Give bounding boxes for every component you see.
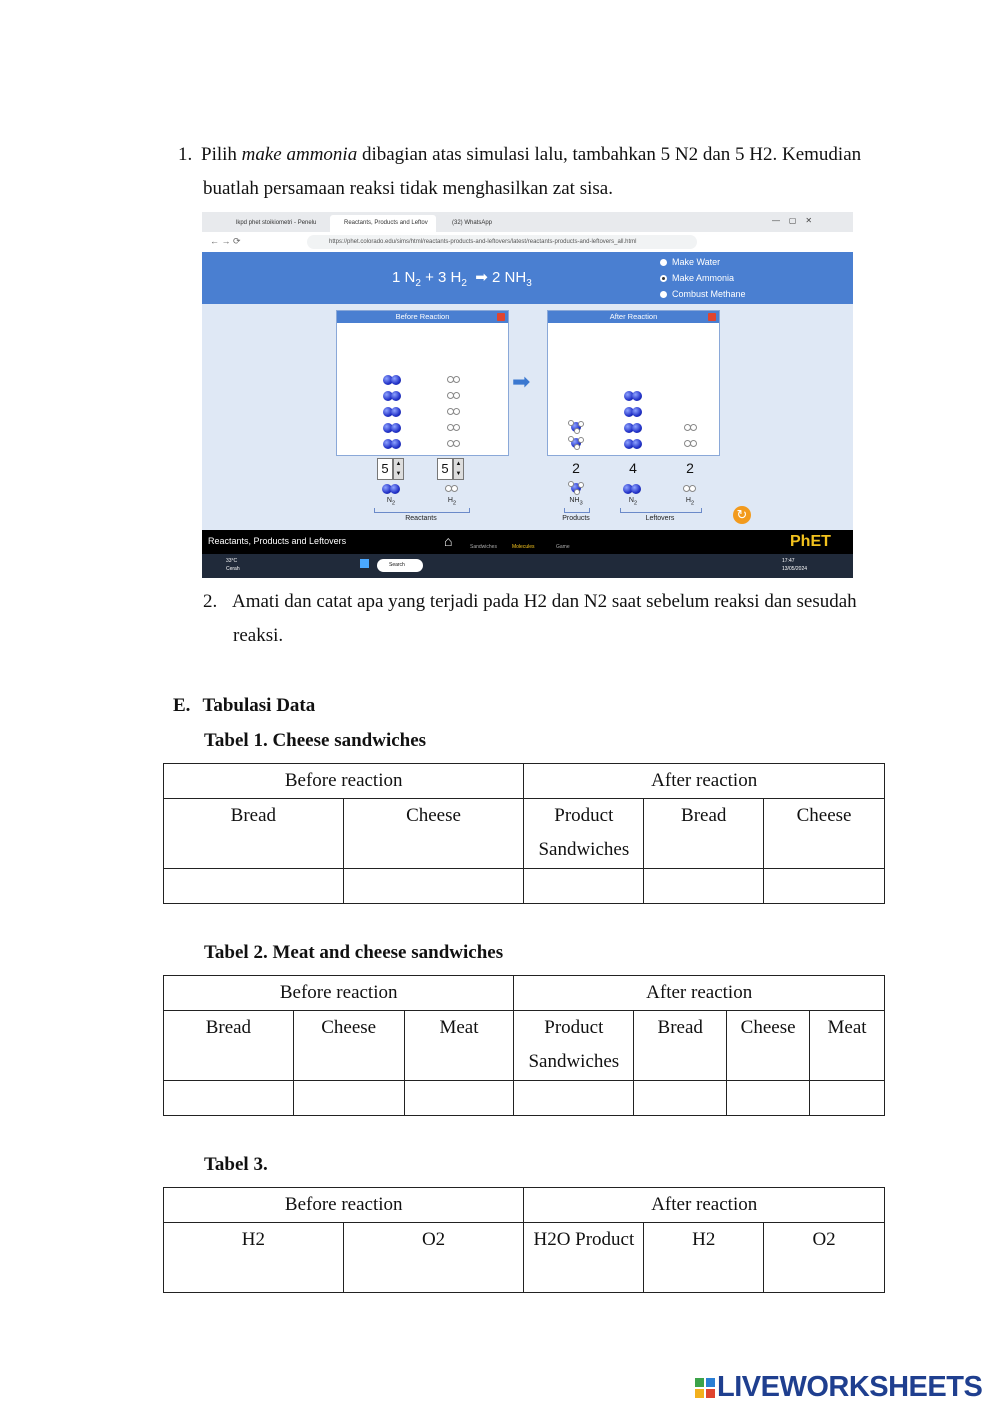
table2: [163, 975, 885, 1116]
table3-caption: Tabel 3.: [204, 1154, 268, 1175]
windows-start-icon[interactable]: [360, 559, 369, 568]
home-icon[interactable]: ⌂: [444, 533, 453, 549]
h2-molecule[interactable]: [447, 440, 461, 448]
simulation-screenshot: [202, 212, 853, 578]
header-after: After reaction: [524, 764, 885, 799]
minimize-icon[interactable]: [497, 313, 505, 321]
radio-make-water[interactable]: Make Water: [660, 257, 720, 267]
column-header: Bread: [164, 1011, 294, 1081]
n2-icon: [382, 484, 402, 494]
h2-label: $H_2$: [447, 497, 457, 507]
column-header: Meat: [404, 1011, 514, 1081]
nh3-molecule: [568, 436, 584, 450]
instruction-text: Pilih: [201, 144, 242, 165]
h2-molecule[interactable]: [447, 408, 461, 416]
reaction-arrow-icon: ➡: [512, 369, 531, 394]
instruction-1-line2: buatlah persamaan reaksi tidak menghasilkan zat sisa.: [203, 178, 613, 199]
phet-logo: PhET: [790, 533, 831, 550]
n2-leftover-count: 4: [629, 460, 637, 476]
after-reaction-box: [547, 310, 720, 456]
n2-label: $N_2$: [386, 497, 396, 507]
nh3-label: $NH_3$: [569, 497, 583, 507]
h2-label: $H_2$: [685, 497, 695, 507]
leftovers-brace: [620, 508, 702, 513]
browser-tab-active[interactable]: Reactants, Products and Leftov: [330, 215, 436, 232]
n2-molecule[interactable]: [383, 375, 403, 385]
taskbar-date: 13/05/2024: [782, 566, 808, 572]
section-heading: E. Tabulasi Data: [173, 695, 316, 716]
answer-cell[interactable]: [293, 1081, 404, 1116]
tab-molecules[interactable]: Molecules: [512, 544, 535, 550]
table2-caption: Tabel 2. Meat and cheese sandwiches: [204, 942, 504, 963]
answer-cell[interactable]: [343, 869, 524, 904]
sim-footer: [202, 530, 853, 554]
liveworksheets-mark-icon: [695, 1378, 715, 1398]
reaction-equation: 1 $N_2 + 3$ $H_2$ ➡ 2 $NH_3$: [392, 269, 532, 289]
h2-molecule[interactable]: [447, 376, 461, 384]
column-header: H2: [164, 1223, 344, 1293]
leftovers-label: Leftovers: [645, 515, 675, 522]
table1: [163, 763, 885, 904]
table3: [163, 1187, 885, 1293]
answer-cell[interactable]: [764, 869, 885, 904]
column-header: O2: [764, 1223, 885, 1293]
h2-spinner-arrows[interactable]: ▲ ▼: [453, 458, 464, 480]
answer-cell[interactable]: [727, 1081, 810, 1116]
n2-molecule: [624, 407, 644, 417]
list-number: 2.: [203, 591, 218, 612]
sim-header: [202, 252, 853, 304]
after-reaction-title: After Reaction: [548, 311, 719, 323]
header-before: Before reaction: [164, 976, 514, 1011]
n2-molecule: [624, 423, 644, 433]
column-header: H2: [644, 1223, 764, 1293]
h2-icon: [445, 485, 459, 493]
browser-tab-bar: [202, 212, 853, 232]
nav-arrows-icon[interactable]: ← → ⟳: [210, 236, 241, 246]
radio-make-ammonia[interactable]: Make Ammonia: [660, 273, 734, 283]
instruction-text: Amati dan catat apa yang terjadi pada H2 dan N2 saat sebelum reaksi dan sesudah: [232, 591, 857, 612]
taskbar-time: 17:47: [782, 558, 795, 564]
header-before: Before reaction: [164, 1188, 524, 1223]
answer-cell[interactable]: [164, 1081, 294, 1116]
reaction-arrow-icon: ➡: [471, 269, 488, 286]
n2-molecule[interactable]: [383, 439, 403, 449]
browser-tab[interactable]: lkpd phet stoikiometri - Penelu: [236, 220, 317, 226]
answer-cell[interactable]: [634, 1081, 727, 1116]
n2-molecule[interactable]: [383, 391, 403, 401]
column-header: Product Sandwiches: [514, 1011, 634, 1081]
n2-icon: [623, 484, 643, 494]
tab-sandwiches[interactable]: Sandwiches: [470, 544, 497, 550]
products-label: Products: [562, 515, 590, 522]
weather-temp: 33°C: [226, 558, 238, 564]
h2-molecule[interactable]: [447, 392, 461, 400]
h2-count-value[interactable]: 5: [437, 458, 453, 480]
tab-game[interactable]: Game: [556, 544, 570, 550]
answer-cell[interactable]: [524, 869, 644, 904]
before-reaction-box: [336, 310, 509, 456]
column-header: Cheese: [764, 799, 885, 869]
reactants-brace: [374, 508, 470, 513]
reactants-label: Reactants: [405, 515, 437, 522]
column-header: Product Sandwiches: [524, 799, 644, 869]
column-header: H2O Product: [524, 1223, 644, 1293]
n2-molecule[interactable]: [383, 423, 403, 433]
answer-cell[interactable]: [644, 869, 764, 904]
answer-cell[interactable]: [404, 1081, 514, 1116]
instruction-2: [203, 585, 857, 619]
instruction-text: dibagian atas simulasi lalu, tambahkan 5 N2 dan 5 H2. Kemudian: [357, 144, 862, 165]
sim-title: Reactants, Products and Leftovers: [208, 536, 347, 546]
n2-molecule: [624, 439, 644, 449]
n2-count-value[interactable]: 5: [377, 458, 393, 480]
answer-cell[interactable]: [810, 1081, 885, 1116]
n2-molecule[interactable]: [383, 407, 403, 417]
answer-cell[interactable]: [514, 1081, 634, 1116]
n2-label: $N_2$: [628, 497, 638, 507]
h2-molecule: [684, 440, 698, 448]
before-reaction-title: Before Reaction: [337, 311, 508, 323]
url-input[interactable]: https://phet.colorado.edu/sims/html/reactants-products-and-leftovers/latest/reactants-products-and-leftovers_all.html: [307, 235, 697, 249]
n2-spinner-arrows[interactable]: ▲ ▼: [393, 458, 404, 480]
minimize-icon[interactable]: [708, 313, 716, 321]
taskbar-search[interactable]: Search: [377, 559, 423, 572]
browser-tab[interactable]: (32) WhatsApp: [452, 220, 493, 226]
nh3-molecule: [568, 420, 584, 434]
header-after: After reaction: [514, 976, 885, 1011]
windows-taskbar: [202, 554, 853, 578]
h2-icon: [683, 485, 697, 493]
radio-combust-methane[interactable]: Combust Methane: [660, 289, 746, 299]
header-after: After reaction: [524, 1188, 885, 1223]
reset-icon[interactable]: ↻: [733, 506, 751, 524]
instruction-2-line2: reaksi.: [233, 625, 284, 646]
products-brace: [564, 508, 590, 513]
column-header: Cheese: [727, 1011, 810, 1081]
answer-cell[interactable]: [164, 869, 344, 904]
list-number: 1.: [178, 144, 193, 165]
h2-molecule[interactable]: [447, 424, 461, 432]
nh3-icon: [568, 481, 584, 495]
column-header: Bread: [644, 799, 764, 869]
liveworksheets-logo: LIVEWORKSHEETS: [695, 1371, 982, 1404]
column-header: O2: [343, 1223, 524, 1293]
h2-molecule: [684, 424, 698, 432]
window-controls[interactable]: — ▢ ✕: [772, 216, 813, 225]
nh3-count: 2: [572, 460, 580, 476]
header-before: Before reaction: [164, 764, 524, 799]
instruction-emphasis: make ammonia: [241, 144, 358, 165]
n2-molecule: [624, 391, 644, 401]
table1-caption: Tabel 1. Cheese sandwiches: [204, 730, 427, 751]
weather-text: Cerah: [226, 566, 240, 572]
instruction-1: [178, 138, 861, 172]
address-bar: [202, 232, 853, 253]
column-header: Cheese: [293, 1011, 404, 1081]
column-header: Cheese: [343, 799, 524, 869]
column-header: Bread: [164, 799, 344, 869]
h2-leftover-count: 2: [686, 460, 694, 476]
column-header: Bread: [634, 1011, 727, 1081]
column-header: Meat: [810, 1011, 885, 1081]
